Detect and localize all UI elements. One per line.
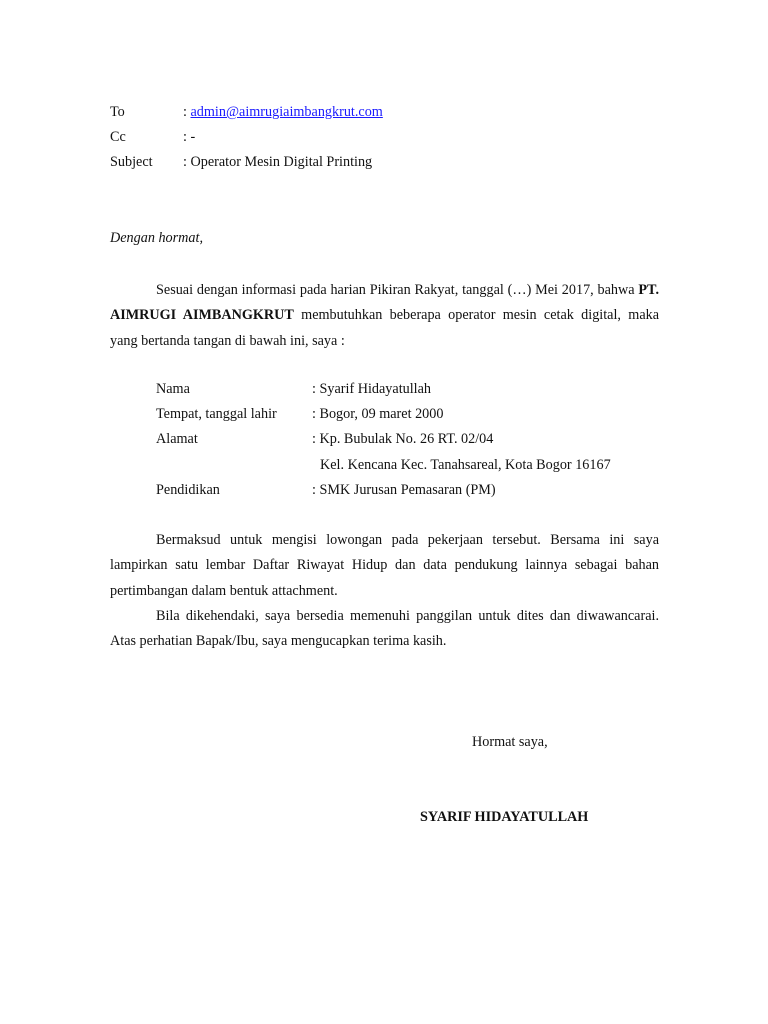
address-line2: Kel. Kencana Kec. Tanahsareal, Kota Bogor 16167 xyxy=(320,457,611,473)
closing-paragraph xyxy=(110,604,659,655)
birth-row-value xyxy=(312,406,443,423)
cc-value: - xyxy=(190,129,196,145)
closing-greeting: Hormat saya, xyxy=(472,734,548,750)
birth-label: Tempat, tanggal lahir xyxy=(156,406,277,422)
signature-name: SYARIF HIDAYATULLAH xyxy=(420,809,589,825)
education-colon: : xyxy=(312,482,316,498)
company-name: PT. AIMRUGI AIMBANGKRUT xyxy=(110,282,659,324)
closing-text: Bila dikehendaki, saya bersedia memenuhi panggilan untuk dites dan diwawancarai. Atas perhatian Bapak/Ibu, saya mengucapkan terima kasih. xyxy=(110,608,659,650)
address-label: Alamat xyxy=(156,431,198,447)
address-colon: : xyxy=(312,431,316,447)
intro-text-b: membutuhkan beberapa operator mesin cetak digital, maka yang bertanda tangan di bawah ini, saya : xyxy=(110,307,660,349)
birth-colon: : xyxy=(312,406,316,422)
address-row-value xyxy=(312,431,493,448)
intro-paragraph xyxy=(110,278,659,354)
cc-colon-mark: : xyxy=(183,129,187,145)
education-row-value xyxy=(312,482,496,499)
address-line1: Kp. Bubulak No. 26 RT. 02/04 xyxy=(319,431,494,447)
salutation: Dengan hormat, xyxy=(110,230,204,246)
name-value: Syarif Hidayatullah xyxy=(319,381,431,397)
intro-text-a: Sesuai dengan informasi pada harian Pikiran Rakyat, tanggal (…) Mei 2017, bahwa xyxy=(156,282,639,298)
education-label: Pendidikan xyxy=(156,482,220,498)
education-value: SMK Jurusan Pemasaran (PM) xyxy=(319,482,496,498)
subject-value: Operator Mesin Digital Printing xyxy=(190,154,373,170)
name-label: Nama xyxy=(156,381,190,397)
to-email-link[interactable]: admin@aimrugiaimbangkrut.com xyxy=(190,104,383,120)
to-colon-mark: : xyxy=(183,104,187,120)
name-colon: : xyxy=(312,381,316,397)
to-colon xyxy=(183,104,383,121)
purpose-paragraph xyxy=(110,528,659,604)
to-label: To xyxy=(110,104,125,120)
name-row-value xyxy=(312,381,431,398)
cc-row-value xyxy=(183,129,195,146)
cc-label: Cc xyxy=(110,129,126,145)
purpose-text: Bermaksud untuk mengisi lowongan pada pekerjaan tersebut. Bersama ini saya lampirkan satu lembar Daftar Riwayat Hidup dan data pendukung lainnya sebagai bahan pertimbangan dalam bentuk attachment. xyxy=(110,532,659,599)
birth-value: Bogor, 09 maret 2000 xyxy=(319,406,444,422)
subject-label: Subject xyxy=(110,154,153,170)
subject-row-value xyxy=(183,154,372,171)
subject-colon-mark: : xyxy=(183,154,187,170)
